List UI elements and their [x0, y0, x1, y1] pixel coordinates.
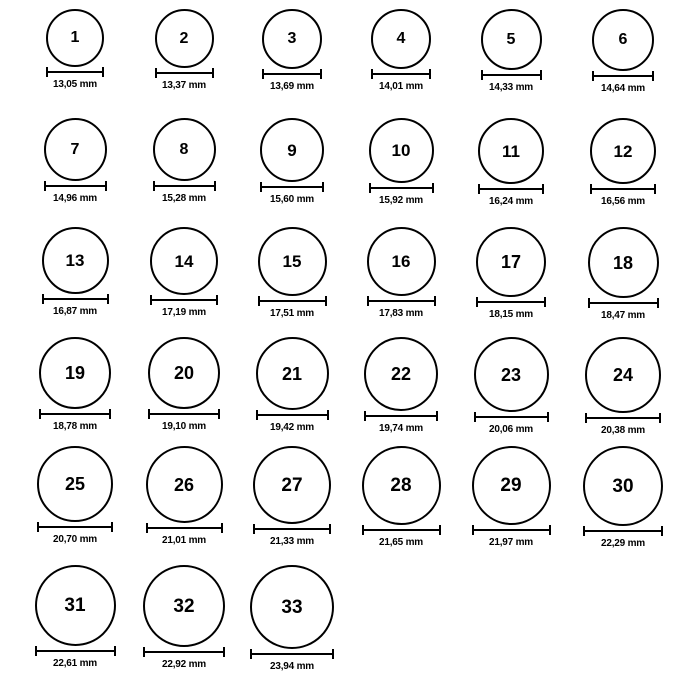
measure-line [44, 185, 107, 187]
measure-line [476, 301, 546, 303]
measure-tick-right [544, 297, 546, 307]
measure-tick-left [583, 526, 585, 536]
ring-measure [583, 530, 663, 552]
ring-diameter-label: 17,83 mm [379, 308, 423, 319]
measure-tick-left [588, 298, 590, 308]
ring-circle-wrap [39, 337, 111, 409]
ring-circle-wrap [46, 9, 104, 67]
ring-size-item [563, 227, 683, 324]
measure-tick-right [542, 184, 544, 194]
measure-tick-right [329, 524, 331, 534]
ring-circle-wrap [260, 118, 324, 182]
ring-measure [39, 413, 111, 435]
ring-diameter-label: 18,78 mm [53, 421, 97, 432]
ring-circle-wrap [143, 565, 225, 647]
measure-tick-right [102, 67, 104, 77]
ring-circle-wrap [153, 118, 216, 181]
ring-circle [585, 337, 661, 413]
measure-tick-right [320, 69, 322, 79]
measure-tick-right [652, 71, 654, 81]
ring-diameter-label: 13,69 mm [270, 81, 314, 92]
ring-diameter-label: 19,42 mm [270, 422, 314, 433]
measure-tick-right [434, 296, 436, 306]
ring-diameter-label: 15,92 mm [379, 195, 423, 206]
ring-circle-wrap [146, 446, 223, 523]
ring-size-item [15, 565, 135, 672]
measure-tick-left [253, 524, 255, 534]
measure-tick-left [472, 525, 474, 535]
measure-line [260, 186, 324, 188]
ring-size-number: 23 [500, 364, 522, 385]
ring-circle-wrap [371, 9, 431, 69]
ring-circle [262, 9, 322, 69]
ring-diameter-label: 17,51 mm [270, 308, 314, 319]
ring-size-item [341, 337, 461, 437]
measure-line [588, 302, 659, 304]
ring-size-item [563, 118, 683, 210]
measure-tick-left [369, 183, 371, 193]
measure-tick-right [223, 647, 225, 657]
ring-diameter-label: 17,19 mm [162, 307, 206, 318]
ring-size-number: 21 [281, 363, 303, 384]
ring-diameter-label: 16,24 mm [489, 196, 533, 207]
ring-size-item [563, 9, 683, 97]
ring-circle-wrap [481, 9, 542, 70]
measure-tick-right [659, 413, 661, 423]
measure-tick-right [212, 68, 214, 78]
measure-tick-left [256, 410, 258, 420]
ring-measure [588, 302, 659, 324]
ring-size-number: 4 [396, 30, 406, 47]
ring-circle-wrap [155, 9, 214, 68]
ring-size-item [124, 565, 244, 673]
ring-circle-wrap [472, 446, 551, 525]
measure-tick-left [143, 647, 145, 657]
measure-tick-left [260, 182, 262, 192]
ring-size-number: 15 [282, 252, 302, 271]
measure-tick-left [364, 411, 366, 421]
ring-measure [474, 416, 549, 438]
ring-circle [474, 337, 549, 412]
ring-size-item [451, 118, 571, 210]
ring-size-item [451, 446, 571, 551]
measure-line [369, 187, 434, 189]
ring-measure [42, 298, 109, 320]
measure-tick-right [332, 649, 334, 659]
ring-size-item [451, 227, 571, 323]
ring-measure [256, 414, 329, 436]
ring-diameter-label: 19,10 mm [162, 421, 206, 432]
measure-tick-right [327, 410, 329, 420]
ring-circle-wrap [256, 337, 329, 410]
measure-tick-left [367, 296, 369, 306]
ring-size-number: 18 [612, 252, 634, 273]
measure-tick-left [262, 69, 264, 79]
ring-circle-wrap [35, 565, 116, 646]
ring-size-number: 10 [391, 141, 411, 160]
ring-circle [44, 118, 107, 181]
ring-size-number: 9 [287, 140, 297, 160]
ring-size-item [341, 227, 461, 322]
ring-circle [588, 227, 659, 298]
ring-circle-wrap [262, 9, 322, 69]
ring-circle-wrap [258, 227, 327, 296]
ring-size-number: 1 [70, 29, 80, 46]
measure-tick-right [114, 646, 116, 656]
ring-size-number: 25 [64, 474, 86, 494]
measure-tick-right [540, 70, 542, 80]
measure-line [39, 413, 111, 415]
ring-diameter-label: 14,96 mm [53, 193, 97, 204]
measure-tick-left [35, 646, 37, 656]
measure-tick-left [258, 296, 260, 306]
measure-tick-right [221, 523, 223, 533]
measure-line [46, 71, 104, 73]
measure-tick-left [155, 68, 157, 78]
ring-circle [472, 446, 551, 525]
ring-circle-wrap [44, 118, 107, 181]
ring-circle [153, 118, 216, 181]
measure-tick-left [150, 295, 152, 305]
ring-size-number: 6 [618, 31, 628, 48]
measure-tick-left [474, 412, 476, 422]
ring-size-number: 32 [173, 595, 195, 617]
measure-line [478, 188, 544, 190]
measure-tick-left [476, 297, 478, 307]
measure-tick-left [46, 67, 48, 77]
ring-measure [150, 299, 218, 321]
measure-line [256, 414, 329, 416]
measure-line [146, 527, 223, 529]
measure-line [590, 188, 656, 190]
ring-diameter-label: 16,56 mm [601, 196, 645, 207]
ring-circle [364, 337, 438, 411]
ring-circle-wrap [253, 446, 331, 524]
ring-measure [260, 186, 324, 208]
measure-line [42, 298, 109, 300]
ring-measure [369, 187, 434, 209]
measure-line [592, 75, 654, 77]
ring-measure [143, 651, 225, 673]
ring-size-number: 19 [64, 363, 86, 383]
ring-measure [37, 526, 113, 548]
ring-size-number: 33 [281, 596, 303, 618]
ring-diameter-label: 18,15 mm [489, 309, 533, 320]
ring-size-number: 30 [612, 475, 634, 497]
ring-circle [155, 9, 214, 68]
ring-diameter-label: 14,64 mm [601, 83, 645, 94]
ring-measure [362, 529, 441, 551]
ring-size-number: 16 [391, 252, 411, 271]
ring-size-number: 26 [173, 474, 195, 495]
measure-tick-left [44, 181, 46, 191]
ring-size-number: 31 [64, 595, 86, 616]
measure-line [253, 528, 331, 530]
ring-measure [476, 301, 546, 323]
ring-measure [592, 75, 654, 97]
ring-diameter-label: 20,70 mm [53, 534, 97, 545]
ring-size-number: 27 [281, 474, 303, 496]
ring-size-item [451, 337, 571, 438]
ring-diameter-label: 20,38 mm [601, 425, 645, 436]
measure-tick-right [216, 295, 218, 305]
ring-circle [146, 446, 223, 523]
measure-tick-left [481, 70, 483, 80]
measure-tick-right [429, 69, 431, 79]
ring-circle-wrap [585, 337, 661, 413]
ring-circle [256, 337, 329, 410]
ring-size-item [15, 227, 135, 320]
ring-size-number: 12 [613, 141, 633, 161]
ring-circle [150, 227, 218, 295]
ring-measure [481, 74, 542, 96]
ring-measure [44, 185, 107, 207]
ring-size-number: 14 [174, 251, 194, 271]
ring-circle [46, 9, 104, 67]
ring-measure [478, 188, 544, 210]
ring-size-number: 28 [390, 475, 412, 496]
ring-measure [153, 185, 216, 207]
ring-circle [148, 337, 220, 409]
measure-line [35, 650, 116, 652]
ring-diameter-label: 21,33 mm [270, 536, 314, 547]
ring-measure [253, 528, 331, 550]
ring-diameter-label: 18,47 mm [601, 310, 645, 321]
ring-diameter-label: 14,33 mm [489, 82, 533, 93]
measure-tick-left [37, 522, 39, 532]
ring-size-number: 5 [506, 30, 516, 48]
ring-diameter-label: 22,61 mm [53, 658, 97, 669]
measure-line [143, 651, 225, 653]
measure-tick-right [657, 298, 659, 308]
ring-circle-wrap [37, 446, 113, 522]
ring-size-item [124, 337, 244, 435]
ring-size-item [15, 337, 135, 435]
ring-circle-wrap [478, 118, 544, 184]
ring-measure [472, 529, 551, 551]
measure-line [585, 417, 661, 419]
ring-measure [367, 300, 436, 322]
measure-tick-left [362, 525, 364, 535]
ring-circle [260, 118, 324, 182]
ring-circle [583, 446, 663, 526]
ring-diameter-label: 22,29 mm [601, 538, 645, 549]
ring-diameter-label: 13,05 mm [53, 79, 97, 90]
ring-size-item [124, 9, 244, 94]
measure-line [362, 529, 441, 531]
ring-circle [143, 565, 225, 647]
ring-size-item [232, 9, 352, 95]
measure-line [371, 73, 431, 75]
ring-size-number: 7 [70, 140, 80, 158]
ring-circle [253, 446, 331, 524]
measure-tick-right [654, 184, 656, 194]
ring-circle [35, 565, 116, 646]
ring-size-item [124, 446, 244, 549]
ring-measure [590, 188, 656, 210]
ring-size-item [563, 337, 683, 439]
ring-circle-wrap [583, 446, 663, 526]
measure-tick-left [250, 649, 252, 659]
ring-circle [590, 118, 656, 184]
measure-tick-right [547, 412, 549, 422]
measure-line [583, 530, 663, 532]
ring-circle-wrap [362, 446, 441, 525]
ring-measure [46, 71, 104, 93]
ring-size-number: 29 [500, 475, 522, 496]
ring-circle [362, 446, 441, 525]
ring-size-item [451, 9, 571, 96]
ring-circle-wrap [42, 227, 109, 294]
measure-tick-right [439, 525, 441, 535]
ring-measure [585, 417, 661, 439]
ring-measure [146, 527, 223, 549]
ring-size-number: 17 [500, 252, 522, 272]
ring-measure [155, 72, 214, 94]
measure-tick-right [218, 409, 220, 419]
measure-tick-left [592, 71, 594, 81]
ring-diameter-label: 15,28 mm [162, 193, 206, 204]
ring-size-number: 24 [612, 365, 634, 385]
ring-size-number: 11 [502, 141, 520, 161]
ring-circle [478, 118, 544, 184]
ring-measure [371, 73, 431, 95]
measure-tick-right [322, 182, 324, 192]
ring-size-item [124, 118, 244, 207]
ring-size-number: 3 [287, 30, 297, 47]
measure-line [250, 653, 334, 655]
measure-tick-right [436, 411, 438, 421]
measure-tick-left [153, 181, 155, 191]
measure-line [148, 413, 220, 415]
measure-tick-right [325, 296, 327, 306]
ring-size-item [232, 565, 352, 675]
ring-circle-wrap [592, 9, 654, 71]
measure-line [258, 300, 327, 302]
ring-measure [262, 73, 322, 95]
ring-circle-wrap [369, 118, 434, 183]
ring-circle-wrap [590, 118, 656, 184]
measure-line [367, 300, 436, 302]
measure-line [474, 416, 549, 418]
measure-tick-right [661, 526, 663, 536]
ring-diameter-label: 20,06 mm [489, 424, 533, 435]
ring-circle [39, 337, 111, 409]
ring-circle-wrap [150, 227, 218, 295]
ring-circle [42, 227, 109, 294]
ring-measure [35, 650, 116, 672]
measure-line [364, 415, 438, 417]
measure-line [150, 299, 218, 301]
measure-line [481, 74, 542, 76]
ring-circle [369, 118, 434, 183]
ring-size-number: 20 [173, 363, 195, 383]
ring-circle [592, 9, 654, 71]
ring-diameter-label: 14,01 mm [379, 81, 423, 92]
ring-size-item [232, 118, 352, 208]
ring-circle [481, 9, 542, 70]
ring-diameter-label: 19,74 mm [379, 423, 423, 434]
ring-size-number: 8 [179, 140, 189, 158]
measure-tick-right [111, 522, 113, 532]
ring-size-number: 22 [390, 364, 412, 384]
measure-line [153, 185, 216, 187]
ring-size-number: 2 [179, 29, 189, 47]
ring-circle [371, 9, 431, 69]
measure-tick-left [371, 69, 373, 79]
ring-size-item [15, 446, 135, 548]
ring-diameter-label: 21,97 mm [489, 537, 533, 548]
ring-size-item [232, 227, 352, 322]
ring-diameter-label: 21,01 mm [162, 535, 206, 546]
ring-diameter-label: 15,60 mm [270, 194, 314, 205]
ring-circle-wrap [148, 337, 220, 409]
ring-size-item [341, 9, 461, 95]
ring-circle-wrap [474, 337, 549, 412]
measure-tick-left [148, 409, 150, 419]
ring-circle [367, 227, 436, 296]
ring-size-number: 13 [65, 251, 85, 270]
measure-tick-left [146, 523, 148, 533]
ring-measure [148, 413, 220, 435]
ring-size-item [15, 9, 135, 93]
measure-tick-right [432, 183, 434, 193]
ring-circle-wrap [476, 227, 546, 297]
ring-measure [250, 653, 334, 675]
measure-tick-left [42, 294, 44, 304]
ring-diameter-label: 23,94 mm [270, 661, 314, 672]
ring-diameter-label: 13,37 mm [162, 80, 206, 91]
measure-line [262, 73, 322, 75]
ring-circle [250, 565, 334, 649]
measure-tick-left [590, 184, 592, 194]
measure-tick-left [585, 413, 587, 423]
ring-size-item [341, 118, 461, 209]
measure-tick-left [39, 409, 41, 419]
measure-tick-right [107, 294, 109, 304]
ring-measure [364, 415, 438, 437]
ring-circle-wrap [250, 565, 334, 649]
ring-diameter-label: 16,87 mm [53, 306, 97, 317]
ring-circle [258, 227, 327, 296]
ring-size-item [15, 118, 135, 207]
ring-size-item [341, 446, 461, 551]
ring-size-item [232, 337, 352, 436]
measure-tick-right [109, 409, 111, 419]
measure-line [472, 529, 551, 531]
ring-size-item [124, 227, 244, 321]
measure-tick-right [549, 525, 551, 535]
measure-tick-right [105, 181, 107, 191]
ring-circle-wrap [364, 337, 438, 411]
ring-circle-wrap [588, 227, 659, 298]
measure-line [37, 526, 113, 528]
ring-circle [37, 446, 113, 522]
measure-tick-left [478, 184, 480, 194]
ring-size-item [232, 446, 352, 550]
ring-diameter-label: 22,92 mm [162, 659, 206, 670]
ring-circle-wrap [367, 227, 436, 296]
ring-diameter-label: 21,65 mm [379, 537, 423, 548]
ring-size-item [563, 446, 683, 552]
measure-tick-right [214, 181, 216, 191]
ring-measure [258, 300, 327, 322]
measure-line [155, 72, 214, 74]
ring-circle [476, 227, 546, 297]
